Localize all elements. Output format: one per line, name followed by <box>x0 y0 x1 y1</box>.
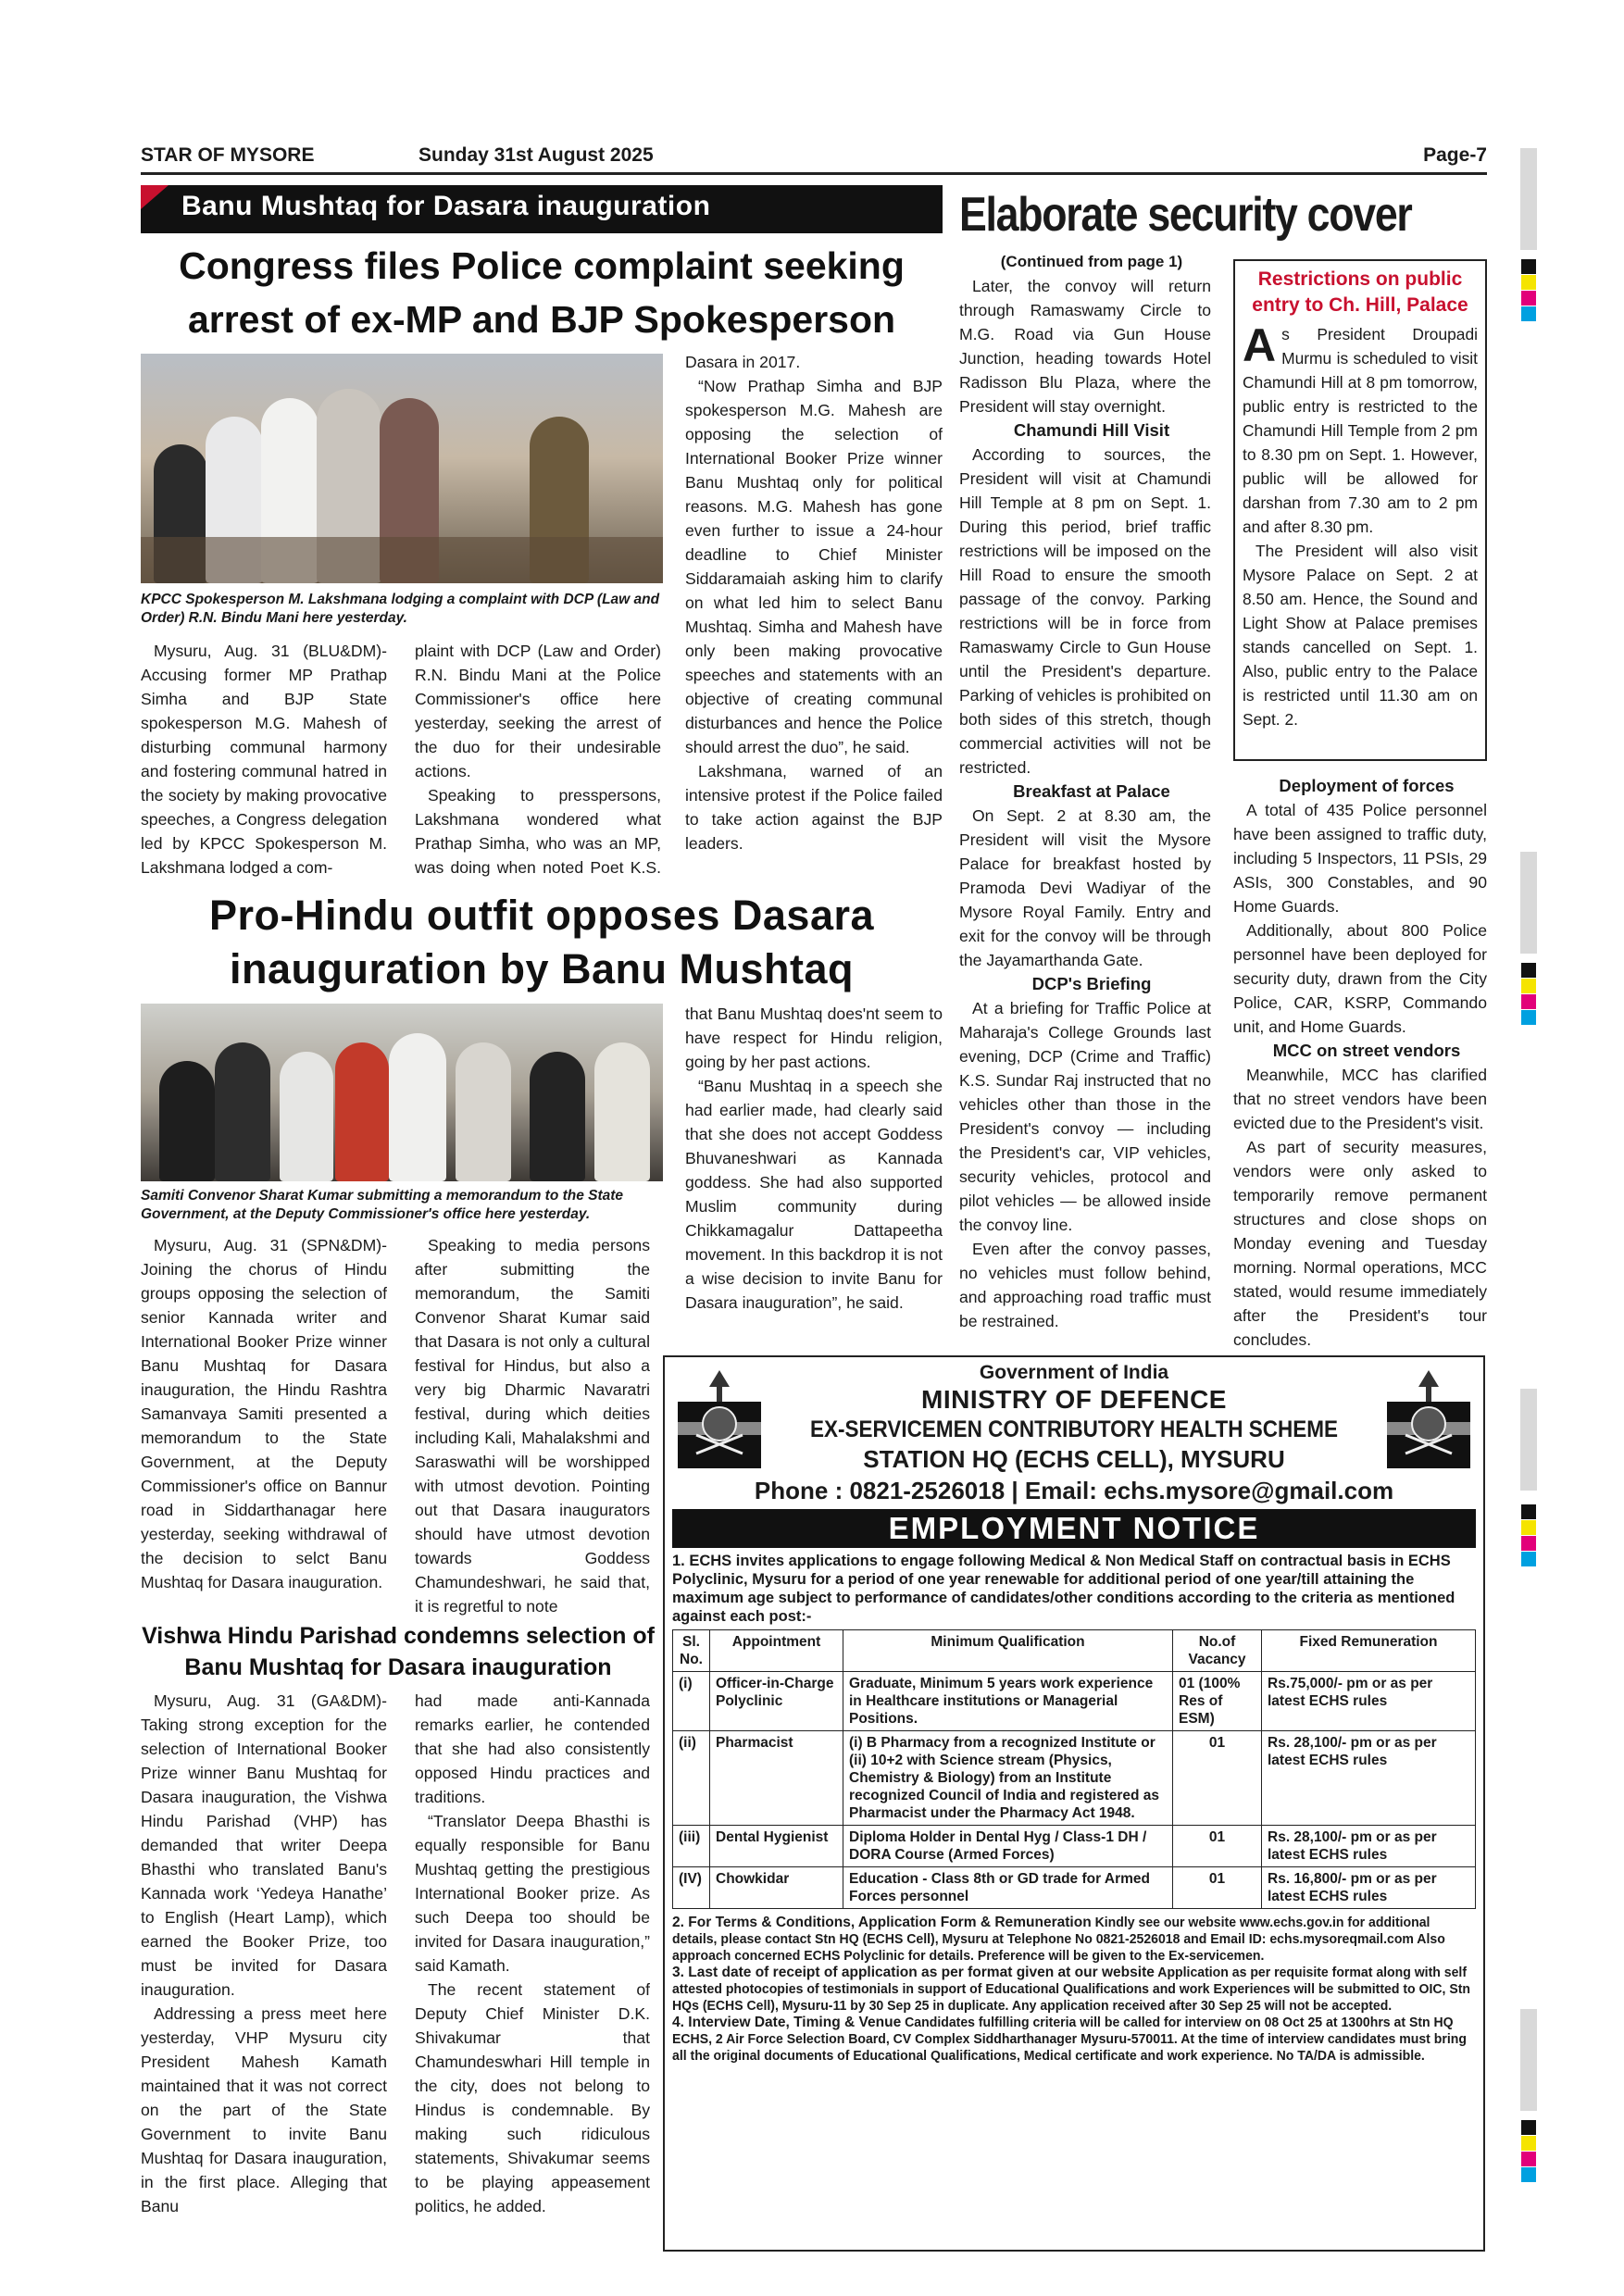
table-cell: 01 (100% Res of ESM) <box>1173 1672 1262 1731</box>
table-cell: (i) <box>673 1672 710 1731</box>
story4-p7: Additionally, about 800 Police personnel have been deployed for security duty, drawn from the City Police, CAR, KSRP, Commando unit, and Home Guards. <box>1233 921 1487 1036</box>
kicker-text: Banu Mushtaq for Dasara inauguration <box>181 191 711 221</box>
table-cell: (iii) <box>673 1826 710 1867</box>
story3-col1 <box>141 1689 387 2244</box>
story2-col3 <box>685 1002 943 1346</box>
ad-intro: 1. ECHS invites applications to engage following Medical & Non Medical Staff on contractual basis in ECHS Polyclinic, Mysuru for a period of one year renewable for additional period of one year/till attaining the maximum age subject to performance of candidates/other conditions according to the criteria as mentioned against each post:- <box>672 1553 1455 1625</box>
story1-col2 <box>415 639 661 880</box>
table-cell: Rs. 16,800/- pm or as per latest ECHS rules <box>1262 1867 1476 1909</box>
table-header: Fixed Remuneration <box>1262 1630 1476 1672</box>
story4-col1 <box>959 250 1211 1342</box>
registration-mark <box>1521 1536 1536 1551</box>
registration-mark <box>1521 979 1536 993</box>
story1-col1-text: Mysuru, Aug. 31 (BLU&DM)- Accusing former MP Prathap Simha and BJP State spokesperson M.G. Mahesh of disturbing communal harmony and fostering communal hatred in the society by making provocative speeches, a Congress delegation led by KPCC Spokesperson M. Lakshmana lodged a com- <box>141 642 387 877</box>
story1-col2b: Speaking to presspersons, Lakshmana wondered what Prathap Simha, who was an MP, was doing when noted Poet K.S. <box>415 786 661 877</box>
story4-continued: (Continued from page 1) <box>1000 253 1183 270</box>
story1-headline: Congress files Police complaint seeking arrest of ex-MP and BJP Spokesperson <box>179 244 905 341</box>
story4-p3: On Sept. 2 at 8.30 am, the President will visit the Mysore Palace for breakfast hosted by Pramoda Devi Wadiyar of the Mysore Royal Family. Entry and exit for the convoy will be through the Jayamarthanda Gate. <box>959 806 1211 969</box>
story4-p5: Even after the convoy passes, no vehicles must follow behind, and approaching road traffic must be restrained. <box>959 1240 1211 1330</box>
drop-cap: A <box>1243 322 1277 371</box>
registration-mark <box>1521 994 1536 1009</box>
restrictions-box-title: Restrictions on public entry to Ch. Hill, Palace <box>1252 268 1468 316</box>
issue-date: Sunday 31st August 2025 <box>418 144 654 166</box>
story4-col2 <box>1233 774 1487 1348</box>
story3-col1a: Mysuru, Aug. 31 (GA&DM)- Taking strong exception for the selection of International Booker Prize winner Banu Mushtaq for Dasara inauguration, the Vishwa Hindu Parishad (VHP) has demanded that writer Deepa Bhasthi who translated Banu's Kannada work ‘Yedeya Hanathe’ to English (Heart Lamp), which earned the Booker Prize, too must be invited for Dasara inauguration. <box>141 1691 387 1999</box>
story4-sub-dcp: DCP's Briefing <box>1031 974 1152 993</box>
table-cell: 01 <box>1173 1731 1262 1826</box>
table-header: Minimum Qualification <box>843 1630 1173 1672</box>
story3-col1b: Addressing a press meet here yesterday, VHP Mysuru city President Mahesh Kamath maintained that it was not correct on the part of the State Government to invite Banu Mushtaq for Dasara inauguration, in the first place. Alleging that Banu <box>141 2004 387 2215</box>
registration-mark <box>1521 2120 1536 2135</box>
ad-gov: Government of India <box>979 1362 1169 1383</box>
page-number: Page-7 <box>1423 144 1487 166</box>
story4-sub-chamundi: Chamundi Hill Visit <box>1013 420 1170 440</box>
table-cell: Pharmacist <box>710 1731 843 1826</box>
story2-col2-text: Speaking to media persons after submitting the memorandum, the Samiti Convenor Sharat Kumar said that Dasara is not only a cultural festival for Hindus, but also a very big Dharmic Navaratri festival, during which deities including Kali, Mahalakshmi and Saraswathi will be worshipped with utmost devotion. Pointing out that Dasara inaugurators should have utmost devotion towards Goddess Chamundeshwari, he said that, it is regretful to note <box>415 1236 650 1616</box>
story1-caption: KPCC Spokesperson M. Lakshmana lodging a complaint with DCP (Law and Order) R.N. Bindu Mani here yesterday. <box>141 592 660 626</box>
story2-photo <box>141 1004 663 1181</box>
table-header: Sl. No. <box>673 1630 710 1672</box>
table-cell: Diploma Holder in Dental Hyg / Class-1 DH / DORA Course (Armed Forces) <box>843 1826 1173 1867</box>
registration-mark <box>1521 1504 1536 1519</box>
story1-col3c: Lakshmana, warned of an intensive protest if the Police failed to take action against the BJP leaders. <box>685 762 943 853</box>
ad-note-4: 4. Interview Date, Timing & Venue Candidates fulfilling criteria will be called for interview on 08 Oct 25 at 1300hrs at Stn HQ ECHS, 2 Air Force Selection Board, CV Complex Siddharthanager Mysuru-570011. At the time of interview candidates must bring all the original documents of Educational Qualifications, Medical certificate and work experience. No TA/DA is admissible. <box>672 2015 1467 2064</box>
story2-caption: Samiti Convenor Sharat Kumar submitting a memorandum to the State Government, at the Deputy Commissioner's office here yesterday. <box>141 1188 624 1222</box>
story2-col1-text: Mysuru, Aug. 31 (SPN&DM)- Joining the chorus of Hindu groups opposing the selection of senior Kannada writer and International Booker Prize winner Banu Mushtaq for Dasara inauguration, the Hindu Rashtra Samanvaya Samiti presented a memorandum to the State Government, at the Deputy Commissioner's office on Bannur road in Siddarthanagar here yesterday, seeking withdrawal of the decision to selct Banu Mushtaq for Dasara inauguration. <box>141 1236 387 1591</box>
story1-col3b: “Now Prathap Simha and BJP spokesperson M.G. Mahesh are opposing the selection of International Booker Prize winner Banu Mushtaq only for political reasons. M.G. Mahesh has gone even further to issue a 24-hour deadline to Chief Minister Siddaramaiah asking him to clarify on what led him to select Banu Mushtaq. Simha and Mahesh have only been making provocative speeches and statements with an objective of creating communal disturbances and hence the Police should arrest the duo”, he said. <box>685 377 943 756</box>
story1-col3 <box>685 350 943 880</box>
table-row <box>673 1731 1476 1826</box>
table-cell: Graduate, Minimum 5 years work experience in Healthcare institutions or Managerial Positions. <box>843 1672 1173 1731</box>
table-header: No.of Vacancy <box>1173 1630 1262 1672</box>
story4-sub-breakfast: Breakfast at Palace <box>1013 781 1170 801</box>
table-cell: (IV) <box>673 1867 710 1909</box>
table-row <box>673 1826 1476 1867</box>
table-cell: Officer-in-Charge Polyclinic <box>710 1672 843 1731</box>
story3-col2b: “Translator Deepa Bhasthi is equally responsible for Banu Mushtaq getting the prestigious International Booker prize. As such Deepa too should be invited for Dasara inauguration,” said Kamath. <box>415 1812 650 1975</box>
table-cell: Rs.75,000/- pm or as per latest ECHS rules <box>1262 1672 1476 1731</box>
story3-col2c: The recent statement of Deputy Chief Minister D.K. Shivakumar that Chamundeswhari Hill temple in the city, does not belong to Hindus is condemnable. By making such ridiculous statements, Shivakumar seems to be playing appeasement politics, he added. <box>415 1980 650 2215</box>
table-cell: Rs. 28,100/- pm or as per latest ECHS rules <box>1262 1731 1476 1826</box>
registration-mark <box>1521 2167 1536 2182</box>
ad-contact: Phone : 0821-2526018 | Email: echs.mysore@gmail.com <box>754 1477 1394 1504</box>
story2-col3a: that Banu Mushtaq does'nt seem to have respect for Hindu religion, going by her past actions. <box>685 1004 943 1071</box>
paper-name: STAR OF MYSORE <box>141 144 315 166</box>
story3-headline: Vishwa Hindu Parishad condemns selection of Banu Mushtaq for Dasara inauguration <box>142 1623 655 1680</box>
table-row <box>673 1867 1476 1909</box>
header-rule <box>141 172 1487 175</box>
table-cell: (ii) <box>673 1731 710 1826</box>
table-cell: Chowkidar <box>710 1867 843 1909</box>
registration-bar <box>1520 2009 1537 2111</box>
story4-p9: As part of security measures, vendors were only asked to temporarily remove permanent structures and close shops on Monday evening and Tuesday morning. Normal operations, MCC stated, would resume immediately after the President's tour concludes. <box>1233 1138 1487 1348</box>
table-cell: Dental Hygienist <box>710 1826 843 1867</box>
ad-notes <box>672 1915 1475 2065</box>
restrictions-box-p2: The President will also visit Mysore Palace on Sept. 2 at 8.50 am. Hence, the Sound and Light Show at Palace premises stands cancelled on Sept. 1. Also, public entry to the Palace is restricted until 11.30 am on Sept. 2. <box>1243 542 1478 729</box>
story1-photo <box>141 354 663 583</box>
registration-mark <box>1521 275 1536 290</box>
story4-p6: A total of 435 Police personnel have been assigned to traffic duty, including 5 Inspectors, 11 PSIs, 29 ASIs, 300 Constables, and 90 Home Guards. <box>1233 801 1487 916</box>
vacancy-table <box>672 1629 1476 1909</box>
ad-scheme: EX-SERVICEMEN CONTRIBUTORY HEALTH SCHEME <box>809 1416 1339 1442</box>
registration-mark <box>1521 963 1536 978</box>
restrictions-box <box>1233 259 1487 761</box>
ad-ministry: MINISTRY OF DEFENCE <box>921 1385 1227 1414</box>
registration-bar <box>1520 1389 1537 1491</box>
table-cell: 01 <box>1173 1826 1262 1867</box>
registration-mark <box>1521 2136 1536 2151</box>
registration-mark <box>1521 1552 1536 1566</box>
story1-col1 <box>141 639 387 880</box>
story1-col2a: plaint with DCP (Law and Order) R.N. Bindu Mani at the Police Commissioner's office here yesterday, seeking the arrest of the duo for their undesirable actions. <box>415 642 661 780</box>
echs-advertisement <box>663 1355 1485 2252</box>
kicker-accent <box>141 185 169 209</box>
table-cell: (i) B Pharmacy from a recognized Institute or (ii) 10+2 with Science stream (Physics, Chemistry & Biology) from an Institute recognized Council of India and registered as Pharmacist under the Pharmacy Act 1948. <box>843 1731 1173 1826</box>
table-row <box>673 1672 1476 1731</box>
page-header <box>141 143 1487 174</box>
registration-bar <box>1520 148 1537 250</box>
registration-mark <box>1521 1520 1536 1535</box>
story4-p4: At a briefing for Traffic Police at Maharaja's College Grounds last evening, DCP (Crime and Traffic) K.S. Sundar Raj instructed that no vehicles other than those in the President's convoy — including the President's car, VIP vehicles, security vehicles, protocol and pilot vehicles — be allowed inside the convoy line. <box>959 999 1211 1234</box>
story4-p2: According to sources, the President will visit at Chamundi Hill Temple at 8 pm on Sept. 1. During this period, brief traffic restrictions will be imposed on the Hill Road to ensure the smooth passage of the convoy. Parking restrictions will be in force from Ramaswamy Circle to Gun House until the President's departure. Parking of vehicles is prohibited on both sides of this stretch, though commercial activities will not be restricted. <box>959 445 1211 777</box>
story4-sub-mcc: MCC on street vendors <box>1272 1041 1461 1060</box>
story3-col2a: had made anti-Kannada remarks earlier, he contended that she had also consistently opposed Hindu practices and traditions. <box>415 1691 650 1806</box>
story4-p1: Later, the convoy will return through Ramaswamy Circle to M.G. Road via Gun House Junction, heading towards Hotel Radisson Blu Plaza, where the President will stay overnight. <box>959 277 1211 416</box>
restrictions-box-p1: As President Droupadi Murmu is scheduled to visit Chamundi Hill at 8 pm tomorrow, public entry is restricted to the Chamundi Hill Temple from 2 pm to 8.30 pm on Sept. 1. However, public will be allowed for darshan from 7.30 am to 2 pm and after 8.30 pm. <box>1243 322 1478 536</box>
story2-col2 <box>415 1233 650 1618</box>
registration-mark <box>1521 291 1536 306</box>
registration-mark <box>1521 1010 1536 1025</box>
ad-note-2: 2. For Terms & Conditions, Application Form & Remuneration Kindly see our website www.echs.gov.in for additional details, please contact Stn HQ (ECHS Cell), Mysuru at Telephone No 0821-2526018 and Email ID: echs.mysoreqmail.com Also approach concerned ECHS Polyclinic for details. Preference will be given to the Ex-servicemen. <box>672 1915 1445 1964</box>
registration-bar <box>1520 852 1537 954</box>
story2-col1 <box>141 1233 387 1618</box>
story3-col2 <box>415 1689 650 2244</box>
story4-headline: Elaborate security cover <box>959 188 1412 242</box>
story4-sub-deployment: Deployment of forces <box>1279 776 1455 795</box>
story2-headline: Pro-Hindu outfit opposes Dasara inauguration by Banu Mushtaq <box>208 892 875 992</box>
story4-p8: Meanwhile, MCC has clarified that no street vendors have been evicted due to the President's visit. <box>1233 1066 1487 1132</box>
registration-mark <box>1521 2152 1536 2166</box>
ad-station: STATION HQ (ECHS CELL), MYSURU <box>863 1445 1285 1473</box>
registration-mark <box>1521 306 1536 321</box>
table-cell: Rs. 28,100/- pm or as per latest ECHS rules <box>1262 1826 1476 1867</box>
table-header: Appointment <box>710 1630 843 1672</box>
table-cell: 01 <box>1173 1867 1262 1909</box>
story1-col3a: Dasara in 2017. <box>685 353 801 371</box>
ad-banner: EMPLOYMENT NOTICE <box>672 1509 1476 1548</box>
registration-mark <box>1521 259 1536 274</box>
story2-col3b: “Banu Mushtaq in a speech she had earlier made, had clearly said that she does not accept Goddess Bhuvaneshwari as Kannada goddess. She had also supported Muslim community during Chikkamagalur Dattapeetha movement. In this backdrop it is not a wise decision to invite Banu for Dasara inauguration”, he said. <box>685 1077 943 1312</box>
table-cell: Education - Class 8th or GD trade for Armed Forces personnel <box>843 1867 1173 1909</box>
table-header-row <box>673 1630 1476 1672</box>
ad-note-3: 3. Last date of receipt of application as per format given at our website Application as per requisite format along with self attested photocopies of testimonials in support of Educational Qualifications and work Experiences will be submitted to OIC, Stn HQs (ECHS Cell), Mysuru-11 by 30 Sep 25 in duplicate. Any application received after 30 Sep 25 will not be accepted. <box>672 1965 1470 2014</box>
